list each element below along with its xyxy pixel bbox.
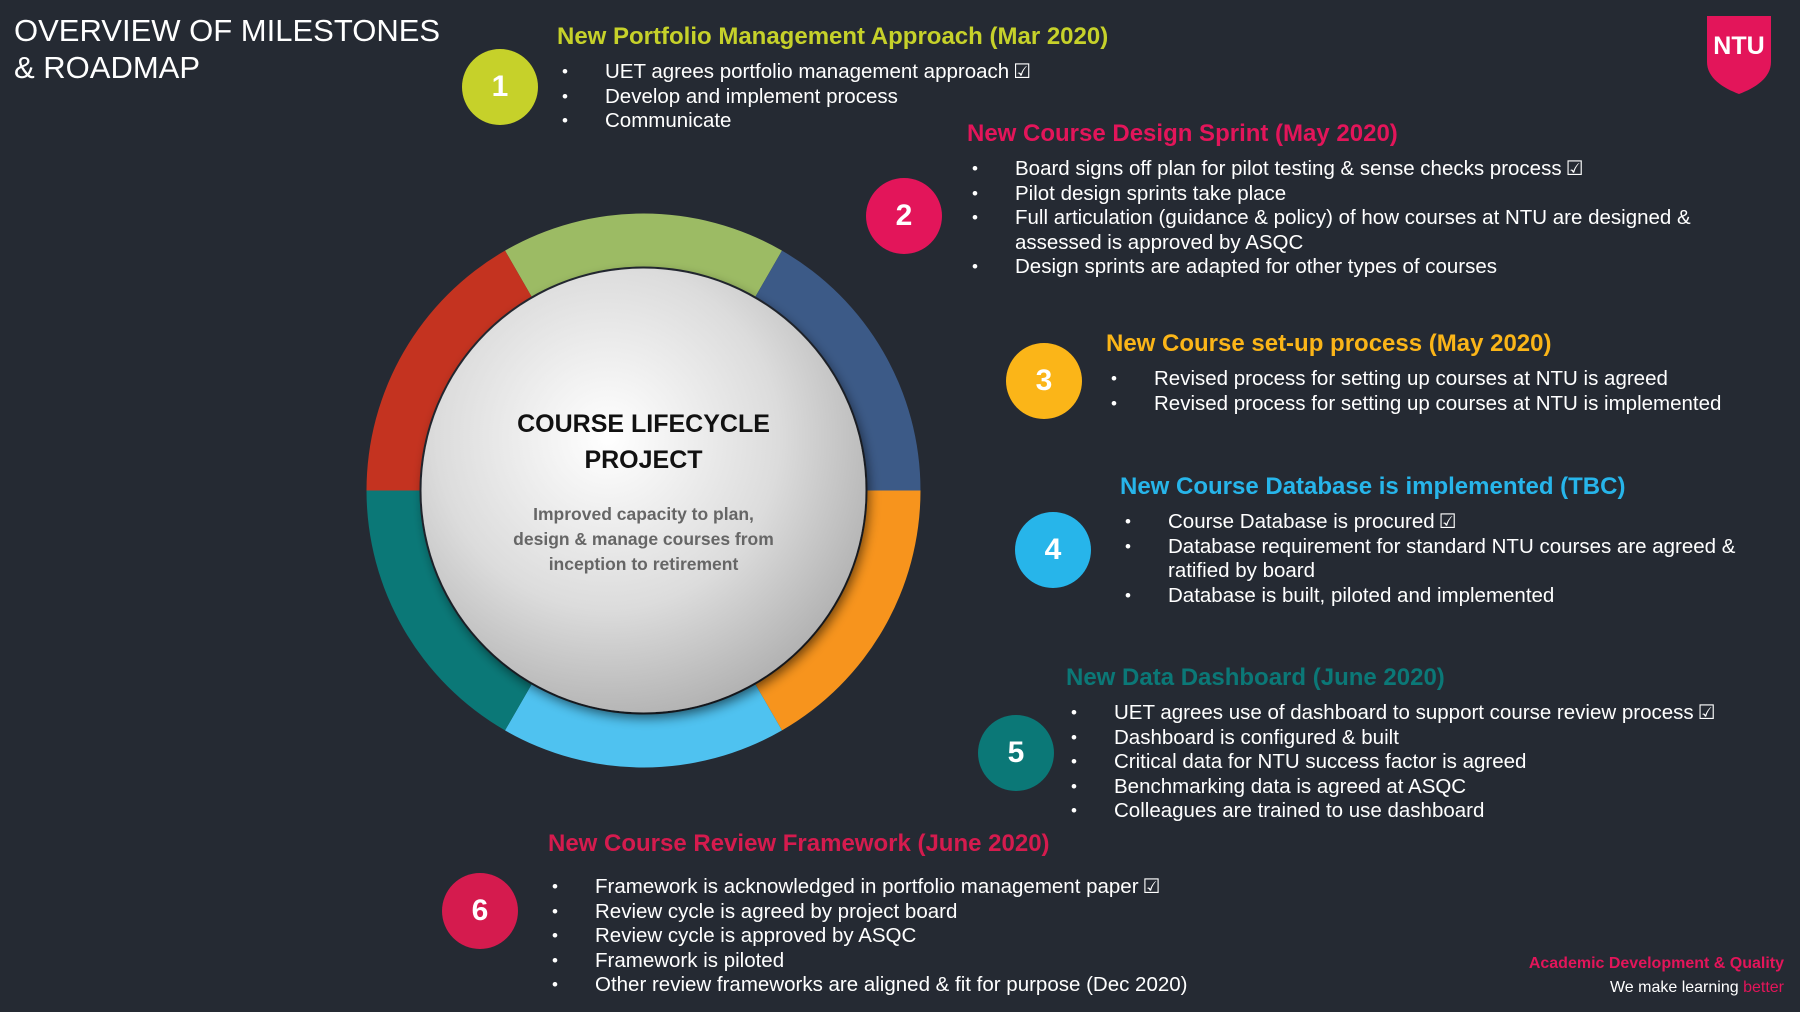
milestone-item-text: Develop and implement process — [605, 84, 898, 108]
milestone-2-item — [972, 182, 1692, 207]
milestone-item-text: Revised process for setting up courses at NTU is implemented — [1154, 391, 1722, 415]
milestone-item-text: Communicate — [605, 109, 732, 132]
milestone-6-item — [552, 949, 1252, 974]
milestone-6-item — [552, 900, 1252, 925]
milestone-6-item — [552, 924, 1252, 949]
footer-tagline — [1610, 979, 1784, 997]
milestone-3-item — [1111, 367, 1751, 392]
center-desc-line1: Improved capacity to plan, — [533, 504, 754, 524]
page-title: OVERVIEW OF MILESTONES & ROADMAP — [14, 13, 441, 85]
milestone-5-number-badge — [978, 715, 1054, 791]
milestone-2-number: 2 — [895, 199, 913, 232]
milestone-5-item — [1071, 726, 1751, 751]
milestone-4-title: New Course Database is implemented (TBC) — [1120, 473, 1626, 500]
milestone-4-list — [1125, 510, 1765, 608]
milestone-1-number: 1 — [491, 70, 509, 103]
milestone-item-text: UET agrees portfolio management approach — [605, 60, 1010, 83]
milestone-item-text: Full articulation (guidance & policy) of how courses at NTU are designed & assessed is approved by ASQC — [1015, 206, 1691, 254]
milestone-item-text: UET agrees use of dashboard to support course review process — [1114, 701, 1694, 724]
checkbox-checked-icon: ☑ — [1438, 511, 1457, 533]
milestone-4-number-badge — [1015, 512, 1091, 588]
milestone-item-text: Board signs off plan for pilot testing & sense checks process — [1015, 157, 1562, 180]
milestone-item-text: Colleagues are trained to use dashboard — [1114, 799, 1485, 822]
footer-department: Academic Development & Quality — [1528, 955, 1784, 972]
checkbox-checked-icon: ☑ — [1013, 61, 1032, 83]
milestone-1-item — [562, 60, 1042, 85]
milestone-2-list — [972, 157, 1692, 280]
milestone-6-number-badge — [442, 873, 518, 949]
milestone-item-text: Course Database is procured — [1168, 510, 1435, 533]
milestone-2-item — [972, 255, 1692, 280]
milestone-3-number-badge — [1006, 343, 1082, 419]
milestone-3-number: 3 — [1035, 364, 1053, 397]
milestone-6-list — [552, 875, 1252, 998]
milestone-3-title: New Course set-up process (May 2020) — [1106, 330, 1552, 357]
milestone-2-number-badge — [866, 178, 942, 254]
milestone-5-title: New Data Dashboard (June 2020) — [1066, 664, 1445, 691]
milestone-item-text: Framework is piloted — [595, 948, 785, 972]
milestone-5-item — [1071, 701, 1751, 726]
milestone-item-text: Review cycle is agreed by project board — [595, 899, 958, 923]
milestone-6-item — [552, 875, 1252, 900]
lifecycle-wheel — [366, 213, 921, 768]
milestone-6-title: New Course Review Framework (June 2020) — [548, 830, 1050, 857]
milestone-5-number: 5 — [1007, 736, 1025, 769]
milestone-5-list — [1071, 701, 1751, 824]
milestone-1-item — [562, 85, 1042, 110]
center-title-line2: PROJECT — [584, 446, 703, 474]
logo-text: NTU — [1713, 32, 1765, 60]
milestone-5-item — [1071, 775, 1751, 800]
milestone-2-title: New Course Design Sprint (May 2020) — [967, 120, 1398, 147]
milestone-4-item — [1125, 584, 1765, 609]
milestone-item-text: Database requirement for standard NTU courses are agreed & ratified by board — [1168, 534, 1736, 582]
footer-tagline-accent: better — [1743, 979, 1784, 996]
checkbox-checked-icon: ☑ — [1697, 702, 1716, 724]
milestone-item-text: Database is built, piloted and implemented — [1168, 583, 1555, 607]
milestone-item-text: Design sprints are adapted for other types of courses — [1015, 255, 1498, 278]
milestone-6-item — [552, 973, 1252, 998]
center-title-line1: COURSE LIFECYCLE — [517, 410, 770, 438]
milestone-item-text: Benchmarking data is agreed at ASQC — [1114, 774, 1467, 798]
center-desc-line2: design & manage courses from — [513, 529, 774, 549]
footer-tagline-text: We make learning — [1609, 979, 1744, 996]
milestone-item-text: Pilot design sprints take place — [1015, 181, 1287, 205]
milestone-3-list — [1111, 367, 1751, 416]
milestone-1-title: New Portfolio Management Approach (Mar 2020) — [557, 23, 1109, 50]
milestone-2-item — [972, 206, 1692, 255]
milestone-item-text: Framework is acknowledged in portfolio management paper — [595, 875, 1139, 898]
checkbox-checked-icon: ☑ — [1565, 158, 1584, 180]
milestone-item-text: Review cycle is approved by ASQC — [595, 924, 917, 947]
milestone-6-number: 6 — [471, 894, 489, 927]
milestone-5-item — [1071, 750, 1751, 775]
milestone-5-item — [1071, 799, 1751, 824]
milestone-item-text: Critical data for NTU success factor is agreed — [1114, 750, 1527, 773]
milestone-1-number-badge — [462, 49, 538, 125]
milestone-4-item — [1125, 510, 1765, 535]
milestone-2-item — [972, 157, 1692, 182]
milestone-3-item — [1111, 392, 1751, 417]
milestone-item-text: Revised process for setting up courses at NTU is agreed — [1154, 367, 1668, 390]
milestone-4-item — [1125, 535, 1765, 584]
ntu-logo — [1703, 14, 1775, 96]
center-disc — [422, 269, 866, 713]
milestone-item-text: Other review frameworks are aligned & fit for purpose (Dec 2020) — [595, 973, 1188, 996]
checkbox-checked-icon: ☑ — [1142, 876, 1161, 898]
milestone-item-text: Dashboard is configured & built — [1114, 725, 1399, 749]
milestone-4-number: 4 — [1044, 533, 1062, 566]
center-desc-line3: inception to retirement — [548, 554, 739, 574]
